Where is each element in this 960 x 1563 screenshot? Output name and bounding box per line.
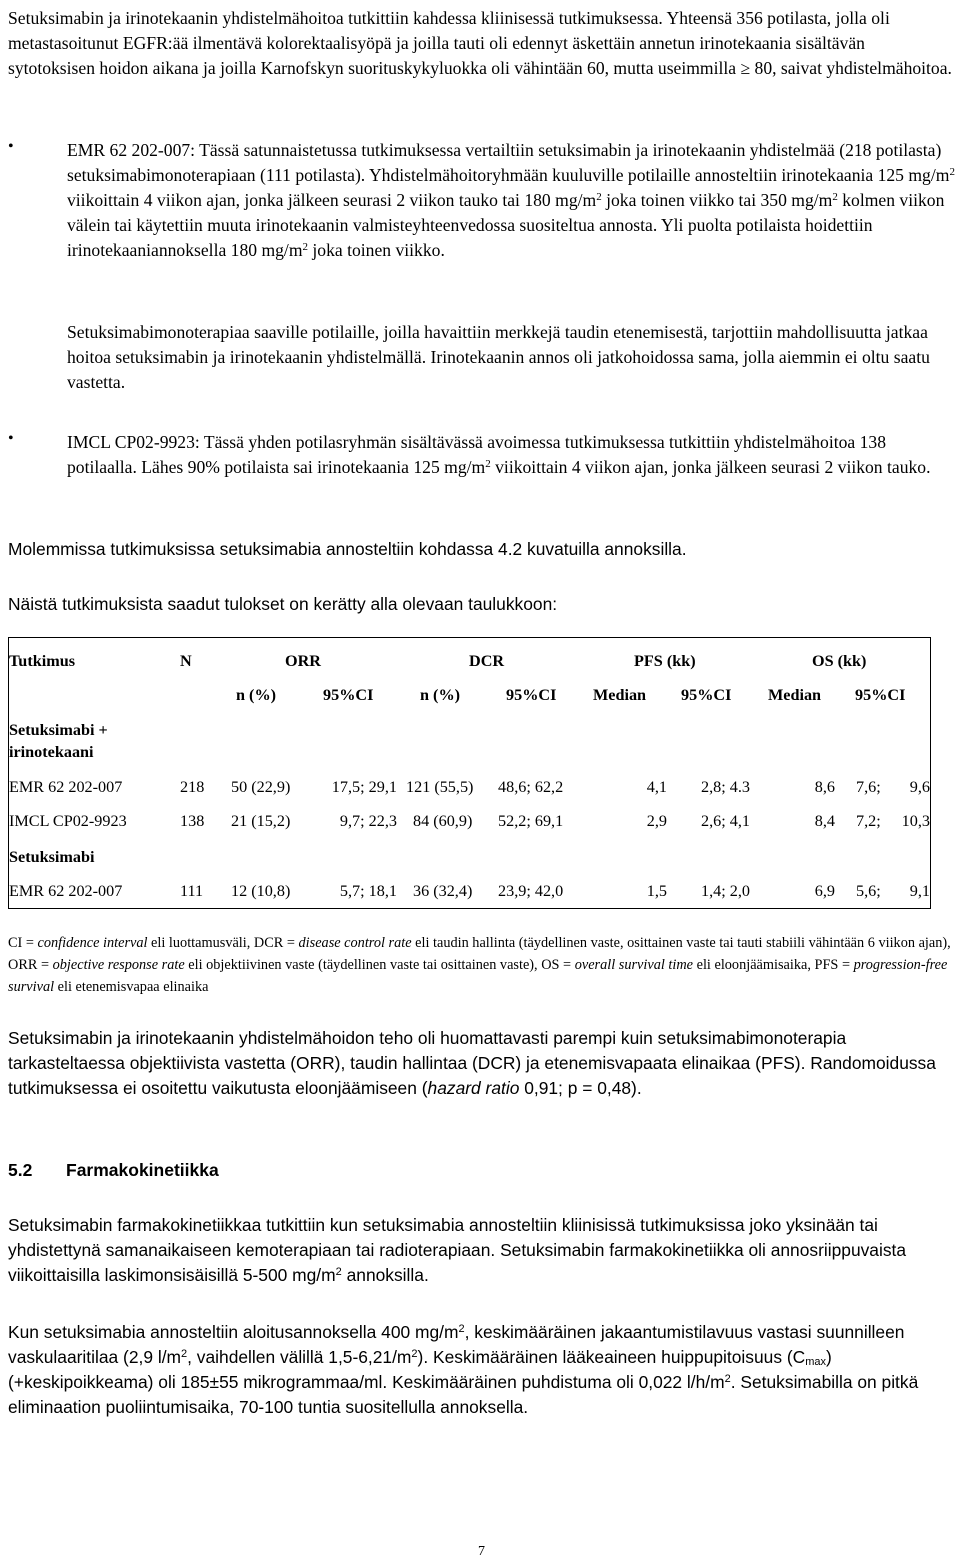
superscript: 2 (458, 1323, 465, 1335)
text-run: viikoittain 4 viikon ajan, jonka jälkeen seurasi 2 viikon tauko. (490, 457, 931, 477)
cell-os-median: 6,9 (814, 882, 835, 900)
header-pfs: PFS (kk) (634, 652, 696, 670)
italic-term: overall survival time (574, 957, 694, 973)
text-run: CI = (8, 935, 38, 951)
subheader-orr-n: n (%) (236, 686, 277, 704)
cell-os-median: 8,4 (814, 812, 835, 830)
cell-dcr-ci: 48,6; 62,2 (498, 778, 564, 796)
superscript: 2 (411, 1348, 418, 1360)
text-run: eli taudin hallinta (täydellinen vaste, osittainen vaste tai tauti stabiili vähintään 6 viikon ajan), ORR = (8, 935, 951, 973)
abbreviations-note (8, 932, 956, 998)
cell-orr-ci: 17,5; 29,1 (331, 778, 397, 796)
bullet-emr-study (8, 138, 956, 263)
cell-pfs-median: 4,1 (646, 778, 667, 796)
text-run: eli objektiivinen vaste (täydellinen vaste tai osittainen vaste), OS = (184, 957, 575, 973)
superscript: 2 (596, 191, 602, 203)
cell-pfs-ci: 1,4; 2,0 (700, 882, 750, 900)
cell-orr-n: 21 (15,2) (231, 812, 291, 830)
cell-pfs-ci: 2,6; 4,1 (700, 812, 750, 830)
header-orr: ORR (285, 652, 321, 670)
italic-term: disease control rate (298, 935, 412, 951)
bullet-mark: • (8, 430, 14, 447)
italic-term: progression-free survival (8, 957, 948, 995)
group-label-combination: Setuksimabi + (9, 721, 108, 739)
cell-orr-ci: 5,7; 18,1 (339, 882, 397, 900)
subheader-pfs-ci: 95%CI (681, 686, 732, 704)
results-intro: Näistä tutkimuksista saadut tulokset on kerätty alla olevaan taulukkoon: (8, 594, 558, 614)
subscript: max (805, 1356, 826, 1368)
dose-paragraph: Molemmissa tutkimuksissa setuksimabia annosteltiin kohdassa 4.2 kuvatuilla annoksilla. (8, 539, 687, 559)
superscript: 2 (724, 1373, 731, 1385)
subheader-os-ci: 95%CI (855, 686, 906, 704)
text-run: IMCL CP02-9923: Tässä yhden potilasryhmän sisältävässä avoimessa tutkimuksessa tutkittiin yhdistelmähoitoa 138 potilaalla. Lähes 90% potilaista sai irinotekaania 125 mg/m (67, 432, 887, 477)
text-run: Setuksimabin ja irinotekaanin yhdistelmähoidon teho oli huomattavasti parempi kuin setuksimabimonoterapia tarkasteltaessa objektiivista vastetta (ORR), taudin hallintaa (DCR) ja etenemisvapaata elinaikaa (PFS). Randomoidussa tutkimuksessa ei osoitettu vaikutusta eloonjäämiseen ( (8, 1028, 936, 1098)
superscript: 2 (302, 241, 309, 253)
pk-paragraph-1 (8, 1213, 956, 1288)
text-run: . Setuksimabilla on pitkä eliminaation puoliintumisaika, 70-100 tuntia suositellulla annoksella. (8, 1372, 919, 1417)
cell-study: IMCL CP02-9923 (9, 812, 127, 830)
subheader-pfs-median: Median (593, 686, 647, 704)
cell-os-median: 8,6 (814, 778, 835, 796)
cell-orr-n: 50 (22,9) (231, 778, 291, 796)
bullet-imcl-study (8, 430, 956, 480)
bullet-mark: • (8, 138, 14, 155)
header-dcr: DCR (469, 652, 505, 670)
cell-os-ci-low: 7,6; (856, 778, 881, 796)
cell-os-ci-high: 10,3 (901, 812, 930, 830)
section-number: 5.2 (8, 1160, 33, 1180)
cell-study: EMR 62 202-007 (9, 882, 123, 900)
cell-n: 218 (180, 778, 205, 796)
superscript: 2 (181, 1348, 188, 1360)
cell-dcr-n: 121 (55,5) (406, 778, 474, 796)
cell-dcr-ci: 52,2; 69,1 (498, 812, 564, 830)
subheader-orr-ci: 95%CI (323, 686, 374, 704)
cell-pfs-median: 2,9 (646, 812, 667, 830)
group-label-combination-2: irinotekaani (9, 743, 94, 761)
italic-term: objective response rate (52, 957, 185, 973)
cell-pfs-ci: 2,8; 4.3 (700, 778, 750, 796)
cell-study: EMR 62 202-007 (9, 778, 123, 796)
cell-pfs-median: 1,5 (646, 882, 667, 900)
text-run: eli eloonjäämisaika, PFS = (693, 957, 854, 973)
subheader-dcr-ci: 95%CI (506, 686, 557, 704)
cell-dcr-n: 36 (32,4) (413, 882, 473, 900)
superscript: 2 (485, 458, 491, 470)
text-run: eli etenemisvapaa elinaika (54, 979, 209, 995)
cell-os-ci-high: 9,1 (909, 882, 930, 900)
page-number: 7 (478, 1544, 485, 1559)
cell-orr-n: 12 (10,8) (231, 882, 291, 900)
header-study: Tutkimus (9, 652, 75, 670)
text-run: ) (+keskipoikkeama) oli 185±55 mikrogrammaa/ml. Keskimääräinen puhdistuma oli 0,022 l/h/m (8, 1347, 832, 1392)
text-run: , vaihdellen välillä 1,5-6,21/m (187, 1347, 412, 1367)
text-run: EMR 62 202-007: Tässä satunnaistetussa tutkimuksessa vertailtiin setuksimabin ja irinotekaanin yhdistelmää (218 potilasta) setuksimabimonoterapiaan (111 potilasta). Yhdistelmähoitoryhmään kuuluville potilaille annosteltiin irinotekaania 125 mg/m (67, 140, 950, 185)
subheader-dcr-n: n (%) (420, 686, 461, 704)
followup-text: Setuksimabimonoterapiaa saaville potilaille, joilla havaittiin merkkejä taudin etenemisestä, tarjottiin mahdollisuutta jatkaa hoitoa setuksimabin ja irinotekaanin yhdistelmällä. Irinotekaanin annos oli jatkohoidossa sama, jolla aiemmin ei oltu saatu vastetta. (67, 322, 930, 392)
bullet-emr-text (67, 138, 956, 263)
section-heading (8, 1160, 219, 1181)
text-run: 0,91; p = 0,48). (519, 1078, 642, 1098)
results-table (8, 637, 931, 909)
cell-os-ci-low: 5,6; (856, 882, 881, 900)
italic-term: hazard ratio (427, 1078, 520, 1098)
superscript: 2 (335, 1266, 342, 1278)
subheader-os-median: Median (768, 686, 822, 704)
header-os: OS (kk) (812, 652, 867, 670)
superscript: 2 (949, 166, 955, 178)
cell-dcr-ci: 23,9; 42,0 (498, 882, 564, 900)
cell-os-ci-low: 7,2; (856, 812, 881, 830)
cell-n: 111 (180, 882, 204, 900)
bullet-imcl-text (67, 430, 956, 480)
pk-paragraph-2 (8, 1320, 956, 1420)
text-run: Setuksimabin farmakokinetiikkaa tutkittiin kun setuksimabia annosteltiin kliinisissä tutkimuksissa joko yksinään tai yhdistettynä samanaikaiseen kemoterapiaan tai radioterapiaan. Setuksimabin farmakokinetiikka oli annosriippuvaista viikoittaisilla laskimonsisäisillä 5-500 mg/m (8, 1215, 907, 1285)
text-run: kolmen viikon välein tai käytettiin muuta irinotekaanin valmisteyhteenvedossa suositeltua annosta. Yli puolta potilaista hoidettiin irinotekaaniannoksella 180 mg/m (67, 190, 945, 260)
text-run: eli luottamusväli, DCR = (147, 935, 299, 951)
intro-paragraph: Setuksimabin ja irinotekaanin yhdistelmähoitoa tutkittiin kahdessa kliinisessä tutkimuksessa. Yhteensä 356 potilasta, jolla oli metastasoitunut EGFR:ää ilmentävä kolorektaalisyöpä ja joilla tauti oli edennyt äskettäin annetun irinotekaania sisältävän sytotoksisen hoidon aikana ja joilla Karnofskyn suorituskykyluokka oli vähintään 60, mutta useimmilla ≥ 80, saivat yhdistelmähoitoa. (8, 8, 952, 78)
section-title: Farmakokinetiikka (66, 1160, 219, 1180)
cell-orr-ci: 9,7; 22,3 (339, 812, 397, 830)
text-run: annoksilla. (341, 1265, 429, 1285)
cell-os-ci-high: 9,6 (909, 778, 930, 796)
group-label-monotherapy: Setuksimabi (9, 848, 95, 866)
cell-n: 138 (180, 812, 205, 830)
cell-dcr-n: 84 (60,9) (413, 812, 473, 830)
bullet-emr-followup (8, 320, 956, 395)
italic-term: confidence interval (37, 935, 148, 951)
superscript: 2 (832, 191, 838, 203)
efficacy-paragraph (8, 1026, 956, 1101)
text-run: Kun setuksimabia annosteltiin aloitusannoksella 400 mg/m (8, 1322, 459, 1342)
text-run: joka toinen viikko tai 350 mg/m (601, 190, 833, 210)
header-n: N (180, 652, 192, 670)
text-run: viikoittain 4 viikon ajan, jonka jälkeen seurasi 2 viikon tauko tai 180 mg/m (67, 190, 597, 210)
text-run: ). Keskimääräinen lääkeaineen huippupitoisuus (C (417, 1347, 806, 1367)
text-run: joka toinen viikko. (308, 240, 445, 260)
text-run: , keskimääräinen jakaantumistilavuus vastasi suunnilleen vaskulaaritilaa (2,9 l/m (8, 1322, 905, 1367)
